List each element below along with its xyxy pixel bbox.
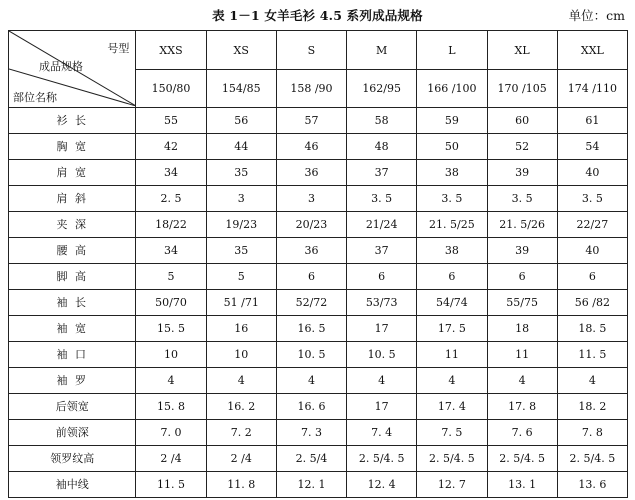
row-name-cell: 袖 罗 xyxy=(9,368,136,394)
value-cell: 48 xyxy=(347,134,417,160)
value-cell: 13. 6 xyxy=(557,472,627,498)
table-row xyxy=(9,394,628,420)
value-cell: 39 xyxy=(487,238,557,264)
value-cell: 2. 5/4. 5 xyxy=(417,446,487,472)
value-cell: 12. 7 xyxy=(417,472,487,498)
value-cell: 54/74 xyxy=(417,290,487,316)
value-cell: 2 /4 xyxy=(136,446,206,472)
value-cell: 36 xyxy=(276,160,346,186)
size-header-cell: XS xyxy=(206,31,276,70)
value-cell: 37 xyxy=(347,160,417,186)
value-cell: 2. 5/4. 5 xyxy=(487,446,557,472)
row-name-cell: 袖 长 xyxy=(9,290,136,316)
value-cell: 16. 2 xyxy=(206,394,276,420)
table-row xyxy=(9,186,628,212)
table-title: 表 1－1 女羊毛衫 4.5 系列成品规格 xyxy=(212,8,423,23)
value-cell: 2. 5/4. 5 xyxy=(557,446,627,472)
value-cell: 3. 5 xyxy=(347,186,417,212)
size-spec-table xyxy=(8,30,628,498)
value-cell: 15. 8 xyxy=(136,394,206,420)
value-cell: 6 xyxy=(347,264,417,290)
table-row xyxy=(9,316,628,342)
value-cell: 7. 8 xyxy=(557,420,627,446)
spec-header-cell: 166 /100 xyxy=(417,70,487,108)
value-cell: 11. 5 xyxy=(136,472,206,498)
row-name-cell: 衫 长 xyxy=(9,108,136,134)
value-cell: 7. 4 xyxy=(347,420,417,446)
value-cell: 39 xyxy=(487,160,557,186)
size-header-cell: M xyxy=(347,31,417,70)
spec-header-cell: 174 /110 xyxy=(557,70,627,108)
row-name-cell: 脚 高 xyxy=(9,264,136,290)
value-cell: 16. 5 xyxy=(276,316,346,342)
table-row xyxy=(9,342,628,368)
value-cell: 19/23 xyxy=(206,212,276,238)
value-cell: 2. 5/4 xyxy=(276,446,346,472)
value-cell: 56 /82 xyxy=(557,290,627,316)
spec-header-cell: 150/80 xyxy=(136,70,206,108)
row-name-cell: 袖 口 xyxy=(9,342,136,368)
row-name-cell: 袖中线 xyxy=(9,472,136,498)
spec-header-cell: 162/95 xyxy=(347,70,417,108)
value-cell: 42 xyxy=(136,134,206,160)
value-cell: 4 xyxy=(276,368,346,394)
table-row xyxy=(9,134,628,160)
value-cell: 2. 5/4. 5 xyxy=(347,446,417,472)
value-cell: 18/22 xyxy=(136,212,206,238)
table-row xyxy=(9,446,628,472)
value-cell: 56 xyxy=(206,108,276,134)
value-cell: 11. 8 xyxy=(206,472,276,498)
spec-header-cell: 158 /90 xyxy=(276,70,346,108)
value-cell: 59 xyxy=(417,108,487,134)
table-row xyxy=(9,290,628,316)
value-cell: 50 xyxy=(417,134,487,160)
value-cell: 16 xyxy=(206,316,276,342)
row-name-cell: 胸 宽 xyxy=(9,134,136,160)
value-cell: 17. 4 xyxy=(417,394,487,420)
table-row xyxy=(9,108,628,134)
row-name-cell: 袖 宽 xyxy=(9,316,136,342)
value-cell: 7. 3 xyxy=(276,420,346,446)
value-cell: 4 xyxy=(487,368,557,394)
value-cell: 18 xyxy=(487,316,557,342)
value-cell: 11 xyxy=(417,342,487,368)
table-caption xyxy=(0,0,635,30)
value-cell: 10 xyxy=(136,342,206,368)
header-row-sizes xyxy=(9,31,628,70)
size-header-cell: XXL xyxy=(557,31,627,70)
value-cell: 35 xyxy=(206,238,276,264)
value-cell: 3 xyxy=(276,186,346,212)
value-cell: 12. 4 xyxy=(347,472,417,498)
value-cell: 10. 5 xyxy=(276,342,346,368)
corner-part-label: 部位名称 xyxy=(13,91,57,104)
row-name-cell: 前领深 xyxy=(9,420,136,446)
value-cell: 40 xyxy=(557,238,627,264)
size-header-cell: XL xyxy=(487,31,557,70)
spec-header-cell: 154/85 xyxy=(206,70,276,108)
table-row xyxy=(9,368,628,394)
row-name-cell: 后领宽 xyxy=(9,394,136,420)
value-cell: 18. 5 xyxy=(557,316,627,342)
value-cell: 52/72 xyxy=(276,290,346,316)
row-name-cell: 腰 高 xyxy=(9,238,136,264)
value-cell: 2 /4 xyxy=(206,446,276,472)
value-cell: 4 xyxy=(206,368,276,394)
value-cell: 38 xyxy=(417,238,487,264)
value-cell: 17. 5 xyxy=(417,316,487,342)
value-cell: 10. 5 xyxy=(347,342,417,368)
row-name-cell: 夹 深 xyxy=(9,212,136,238)
value-cell: 40 xyxy=(557,160,627,186)
value-cell: 4 xyxy=(136,368,206,394)
value-cell: 22/27 xyxy=(557,212,627,238)
corner-cell xyxy=(9,31,136,108)
value-cell: 16. 6 xyxy=(276,394,346,420)
corner-size-label: 号型 xyxy=(107,42,130,55)
value-cell: 2. 5 xyxy=(136,186,206,212)
value-cell: 57 xyxy=(276,108,346,134)
value-cell: 20/23 xyxy=(276,212,346,238)
value-cell: 50/70 xyxy=(136,290,206,316)
value-cell: 10 xyxy=(206,342,276,368)
table-row xyxy=(9,472,628,498)
value-cell: 46 xyxy=(276,134,346,160)
value-cell: 58 xyxy=(347,108,417,134)
value-cell: 5 xyxy=(206,264,276,290)
value-cell: 38 xyxy=(417,160,487,186)
size-header-cell: XXS xyxy=(136,31,206,70)
value-cell: 35 xyxy=(206,160,276,186)
value-cell: 52 xyxy=(487,134,557,160)
table-row xyxy=(9,238,628,264)
value-cell: 4 xyxy=(417,368,487,394)
value-cell: 60 xyxy=(487,108,557,134)
value-cell: 6 xyxy=(276,264,346,290)
value-cell: 3. 5 xyxy=(417,186,487,212)
value-cell: 3. 5 xyxy=(487,186,557,212)
value-cell: 7. 2 xyxy=(206,420,276,446)
value-cell: 11. 5 xyxy=(557,342,627,368)
value-cell: 4 xyxy=(347,368,417,394)
size-header-cell: L xyxy=(417,31,487,70)
value-cell: 61 xyxy=(557,108,627,134)
row-name-cell: 肩 宽 xyxy=(9,160,136,186)
value-cell: 37 xyxy=(347,238,417,264)
value-cell: 34 xyxy=(136,160,206,186)
value-cell: 53/73 xyxy=(347,290,417,316)
value-cell: 6 xyxy=(417,264,487,290)
unit-label: 单位：cm xyxy=(568,8,625,23)
row-name-cell: 肩 斜 xyxy=(9,186,136,212)
value-cell: 34 xyxy=(136,238,206,264)
size-header-cell: S xyxy=(276,31,346,70)
value-cell: 6 xyxy=(487,264,557,290)
value-cell: 3. 5 xyxy=(557,186,627,212)
table-row xyxy=(9,160,628,186)
corner-spec-label: 成品规格 xyxy=(39,60,83,73)
value-cell: 21. 5/26 xyxy=(487,212,557,238)
value-cell: 15. 5 xyxy=(136,316,206,342)
value-cell: 55 xyxy=(136,108,206,134)
value-cell: 21. 5/25 xyxy=(417,212,487,238)
table-row xyxy=(9,264,628,290)
value-cell: 13. 1 xyxy=(487,472,557,498)
row-name-cell: 领罗纹高 xyxy=(9,446,136,472)
value-cell: 5 xyxy=(136,264,206,290)
value-cell: 17 xyxy=(347,316,417,342)
spec-header-cell: 170 /105 xyxy=(487,70,557,108)
value-cell: 4 xyxy=(557,368,627,394)
value-cell: 7. 6 xyxy=(487,420,557,446)
value-cell: 21/24 xyxy=(347,212,417,238)
value-cell: 7. 5 xyxy=(417,420,487,446)
value-cell: 6 xyxy=(557,264,627,290)
value-cell: 36 xyxy=(276,238,346,264)
value-cell: 7. 0 xyxy=(136,420,206,446)
value-cell: 17 xyxy=(347,394,417,420)
value-cell: 11 xyxy=(487,342,557,368)
value-cell: 17. 8 xyxy=(487,394,557,420)
value-cell: 54 xyxy=(557,134,627,160)
value-cell: 55/75 xyxy=(487,290,557,316)
value-cell: 44 xyxy=(206,134,276,160)
table-row xyxy=(9,420,628,446)
value-cell: 18. 2 xyxy=(557,394,627,420)
value-cell: 12. 1 xyxy=(276,472,346,498)
table-row xyxy=(9,212,628,238)
value-cell: 51 /71 xyxy=(206,290,276,316)
value-cell: 3 xyxy=(206,186,276,212)
